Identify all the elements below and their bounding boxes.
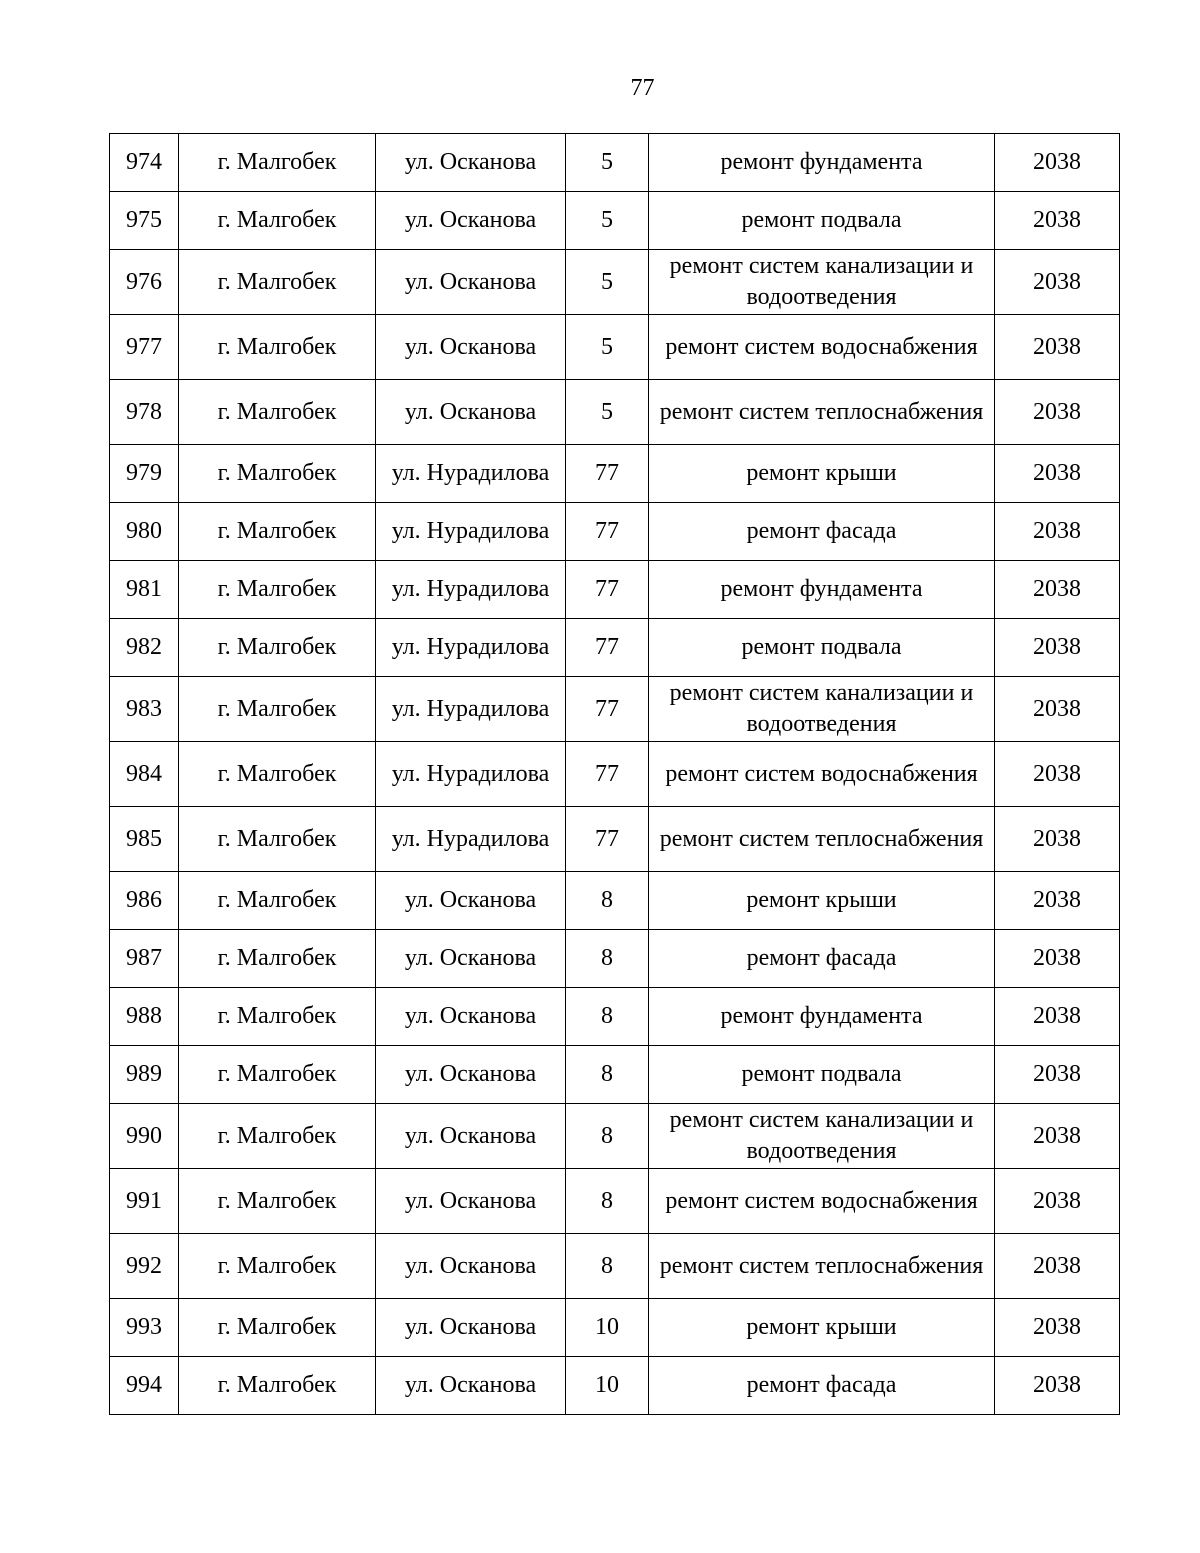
row-number-cell: 993 [110,1299,179,1357]
row-number-cell: 974 [110,134,179,192]
row-number-cell: 988 [110,988,179,1046]
table-row [110,561,1120,619]
row-number-cell: 992 [110,1234,179,1299]
year-cell: 2038 [995,192,1120,250]
year-cell: 2038 [995,930,1120,988]
work-type-cell: ремонт подвала [649,619,995,677]
table-row [110,445,1120,503]
work-type-cell: ремонт крыши [649,872,995,930]
table-row [110,315,1120,380]
year-cell: 2038 [995,380,1120,445]
year-cell: 2038 [995,1357,1120,1415]
work-type-cell: ремонт подвала [649,192,995,250]
work-type-cell: ремонт фундамента [649,561,995,619]
house-number-cell: 5 [566,380,649,445]
city-cell: г. Малгобек [179,1299,376,1357]
city-cell: г. Малгобек [179,807,376,872]
city-cell: г. Малгобек [179,872,376,930]
street-cell: ул. Осканова [376,250,566,315]
work-type-cell: ремонт систем канализации и водоотведения [649,1104,995,1169]
table-row [110,872,1120,930]
street-cell: ул. Осканова [376,872,566,930]
table-row [110,1169,1120,1234]
year-cell: 2038 [995,988,1120,1046]
page-number: 77 [630,75,655,101]
house-number-cell: 77 [566,807,649,872]
row-number-cell: 980 [110,503,179,561]
city-cell: г. Малгобек [179,192,376,250]
house-number-cell: 77 [566,445,649,503]
house-number-cell: 8 [566,1104,649,1169]
street-cell: ул. Осканова [376,1357,566,1415]
house-number-cell: 8 [566,988,649,1046]
table-row [110,988,1120,1046]
year-cell: 2038 [995,619,1120,677]
year-cell: 2038 [995,250,1120,315]
row-number-cell: 978 [110,380,179,445]
table-row [110,1234,1120,1299]
street-cell: ул. Осканова [376,192,566,250]
city-cell: г. Малгобек [179,677,376,742]
table-row [110,380,1120,445]
row-number-cell: 990 [110,1104,179,1169]
street-cell: ул. Осканова [376,930,566,988]
year-cell: 2038 [995,445,1120,503]
row-number-cell: 984 [110,742,179,807]
table-row [110,1357,1120,1415]
work-type-cell: ремонт систем водоснабжения [649,742,995,807]
year-cell: 2038 [995,1046,1120,1104]
row-number-cell: 977 [110,315,179,380]
city-cell: г. Малгобек [179,134,376,192]
street-cell: ул. Осканова [376,134,566,192]
row-number-cell: 985 [110,807,179,872]
year-cell: 2038 [995,1234,1120,1299]
street-cell: ул. Осканова [376,315,566,380]
street-cell: ул. Нурадилова [376,445,566,503]
year-cell: 2038 [995,677,1120,742]
row-number-cell: 991 [110,1169,179,1234]
work-type-cell: ремонт крыши [649,445,995,503]
work-type-cell: ремонт фасада [649,1357,995,1415]
street-cell: ул. Осканова [376,1234,566,1299]
year-cell: 2038 [995,503,1120,561]
table-row [110,1046,1120,1104]
table-row [110,1299,1120,1357]
row-number-cell: 975 [110,192,179,250]
year-cell: 2038 [995,315,1120,380]
city-cell: г. Малгобек [179,1104,376,1169]
street-cell: ул. Осканова [376,1169,566,1234]
work-type-cell: ремонт фасада [649,930,995,988]
city-cell: г. Малгобек [179,445,376,503]
work-type-cell: ремонт систем теплоснабжения [649,807,995,872]
house-number-cell: 10 [566,1299,649,1357]
city-cell: г. Малгобек [179,1357,376,1415]
city-cell: г. Малгобек [179,1046,376,1104]
city-cell: г. Малгобек [179,619,376,677]
house-number-cell: 8 [566,1234,649,1299]
city-cell: г. Малгобек [179,250,376,315]
row-number-cell: 989 [110,1046,179,1104]
table-row [110,677,1120,742]
row-number-cell: 986 [110,872,179,930]
street-cell: ул. Нурадилова [376,619,566,677]
year-cell: 2038 [995,561,1120,619]
work-type-cell: ремонт крыши [649,1299,995,1357]
city-cell: г. Малгобек [179,930,376,988]
row-number-cell: 976 [110,250,179,315]
street-cell: ул. Нурадилова [376,807,566,872]
street-cell: ул. Осканова [376,988,566,1046]
work-type-cell: ремонт систем теплоснабжения [649,1234,995,1299]
house-number-cell: 8 [566,930,649,988]
city-cell: г. Малгобек [179,315,376,380]
street-cell: ул. Нурадилова [376,677,566,742]
house-number-cell: 8 [566,1169,649,1234]
work-type-cell: ремонт фундамента [649,988,995,1046]
house-number-cell: 5 [566,134,649,192]
street-cell: ул. Осканова [376,1046,566,1104]
work-type-cell: ремонт подвала [649,1046,995,1104]
row-number-cell: 994 [110,1357,179,1415]
table-row [110,619,1120,677]
table-row [110,192,1120,250]
city-cell: г. Малгобек [179,742,376,807]
house-number-cell: 77 [566,742,649,807]
street-cell: ул. Осканова [376,1104,566,1169]
house-number-cell: 77 [566,561,649,619]
house-number-cell: 8 [566,872,649,930]
work-type-cell: ремонт систем теплоснабжения [649,380,995,445]
city-cell: г. Малгобек [179,1234,376,1299]
work-type-cell: ремонт фундамента [649,134,995,192]
house-number-cell: 77 [566,619,649,677]
city-cell: г. Малгобек [179,503,376,561]
city-cell: г. Малгобек [179,1169,376,1234]
street-cell: ул. Осканова [376,1299,566,1357]
table-row [110,1104,1120,1169]
street-cell: ул. Нурадилова [376,503,566,561]
works-table [109,133,1120,1415]
year-cell: 2038 [995,742,1120,807]
year-cell: 2038 [995,134,1120,192]
work-type-cell: ремонт систем канализации и водоотведения [649,250,995,315]
works-table-body [110,134,1120,1415]
work-type-cell: ремонт систем водоснабжения [649,1169,995,1234]
house-number-cell: 5 [566,250,649,315]
row-number-cell: 979 [110,445,179,503]
house-number-cell: 8 [566,1046,649,1104]
house-number-cell: 5 [566,315,649,380]
house-number-cell: 10 [566,1357,649,1415]
house-number-cell: 5 [566,192,649,250]
house-number-cell: 77 [566,677,649,742]
house-number-cell: 77 [566,503,649,561]
year-cell: 2038 [995,1299,1120,1357]
year-cell: 2038 [995,872,1120,930]
table-row [110,134,1120,192]
work-type-cell: ремонт систем водоснабжения [649,315,995,380]
row-number-cell: 982 [110,619,179,677]
table-row [110,807,1120,872]
table-row [110,930,1120,988]
row-number-cell: 987 [110,930,179,988]
street-cell: ул. Осканова [376,380,566,445]
row-number-cell: 981 [110,561,179,619]
city-cell: г. Малгобек [179,380,376,445]
street-cell: ул. Нурадилова [376,742,566,807]
year-cell: 2038 [995,1169,1120,1234]
year-cell: 2038 [995,807,1120,872]
table-row [110,250,1120,315]
table-row [110,503,1120,561]
work-type-cell: ремонт систем канализации и водоотведения [649,677,995,742]
work-type-cell: ремонт фасада [649,503,995,561]
street-cell: ул. Нурадилова [376,561,566,619]
city-cell: г. Малгобек [179,561,376,619]
table-row [110,742,1120,807]
row-number-cell: 983 [110,677,179,742]
year-cell: 2038 [995,1104,1120,1169]
city-cell: г. Малгобек [179,988,376,1046]
